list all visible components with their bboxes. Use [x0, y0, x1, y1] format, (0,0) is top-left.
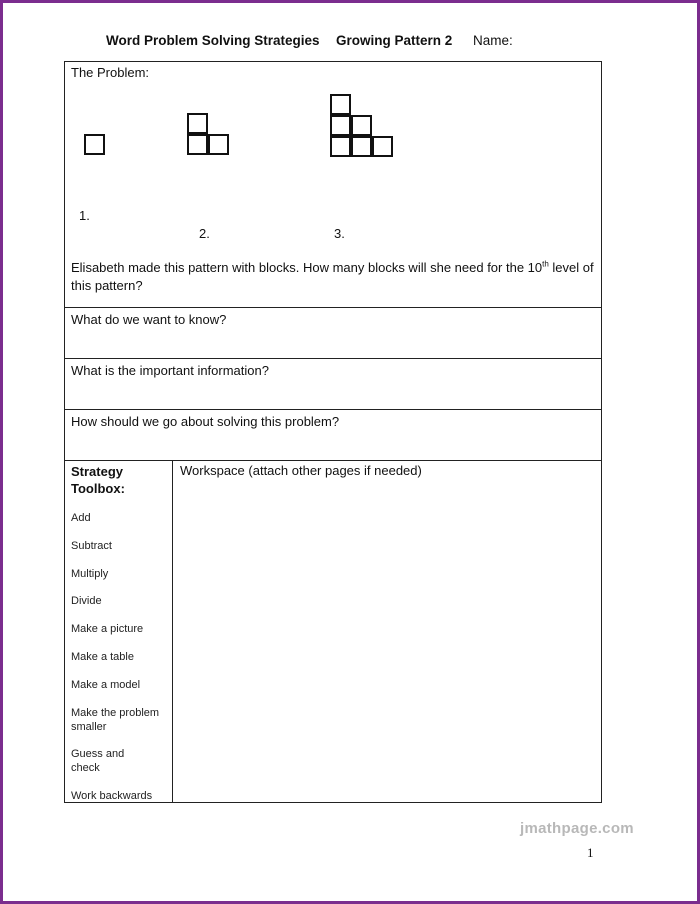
pattern-block [187, 134, 208, 155]
problem-text-part1: Elisabeth made this pattern with blocks. How many blocks will she need for the 10 [71, 260, 543, 275]
workspace-label: Workspace (attach other pages if needed) [180, 463, 422, 478]
solving-approach-label: How should we go about solving this problem? [71, 414, 340, 429]
solving-approach-section [65, 410, 601, 461]
strategy-item: Make a model [71, 679, 141, 691]
important-info-section [65, 359, 601, 410]
important-info-label: What is the important information? [71, 363, 269, 378]
pattern-block [330, 136, 351, 157]
problem-section [65, 62, 601, 308]
strategy-item: Add [71, 512, 91, 524]
pattern-block [351, 115, 372, 136]
problem-label: The Problem: [71, 65, 150, 80]
strategy-item: Guess and check [71, 748, 125, 774]
strategy-item: Multiply [71, 568, 109, 580]
figure-number-3: 3. [334, 226, 345, 241]
want-to-know-section [65, 308, 601, 359]
strategy-item: Divide [71, 595, 102, 607]
pattern-block [330, 94, 351, 115]
strategy-toolbox-title: Strategy Toolbox: [71, 464, 125, 496]
strategy-item: Subtract [71, 540, 112, 552]
pattern-block [330, 115, 351, 136]
pattern-block [372, 136, 393, 157]
name-label: Name: [473, 33, 513, 48]
pattern-title: Growing Pattern 2 [336, 33, 453, 48]
strategy-item: Work backwards [71, 790, 153, 802]
watermark: jmathpage.com [520, 820, 634, 837]
worksheet-table [64, 61, 602, 803]
problem-text-part2: level of this pattern? [71, 260, 594, 293]
ordinal-superscript: th [542, 259, 549, 269]
problem-statement [71, 259, 597, 295]
worksheet-title: Word Problem Solving Strategies [106, 33, 320, 48]
want-to-know-label: What do we want to know? [71, 312, 227, 327]
page-number: 1 [587, 845, 594, 860]
pattern-block [84, 134, 105, 155]
strategy-item: Make a table [71, 651, 134, 663]
toolbox-workspace-section [65, 461, 601, 802]
pattern-block [351, 136, 372, 157]
strategy-item: Make a picture [71, 623, 144, 635]
strategy-item: Make the problem smaller [71, 707, 160, 733]
pattern-block [208, 134, 229, 155]
strategy-toolbox [65, 461, 173, 802]
worksheet-header [0, 33, 700, 53]
figure-number-1: 1. [79, 208, 90, 223]
figure-number-2: 2. [199, 226, 210, 241]
pattern-block [187, 113, 208, 134]
